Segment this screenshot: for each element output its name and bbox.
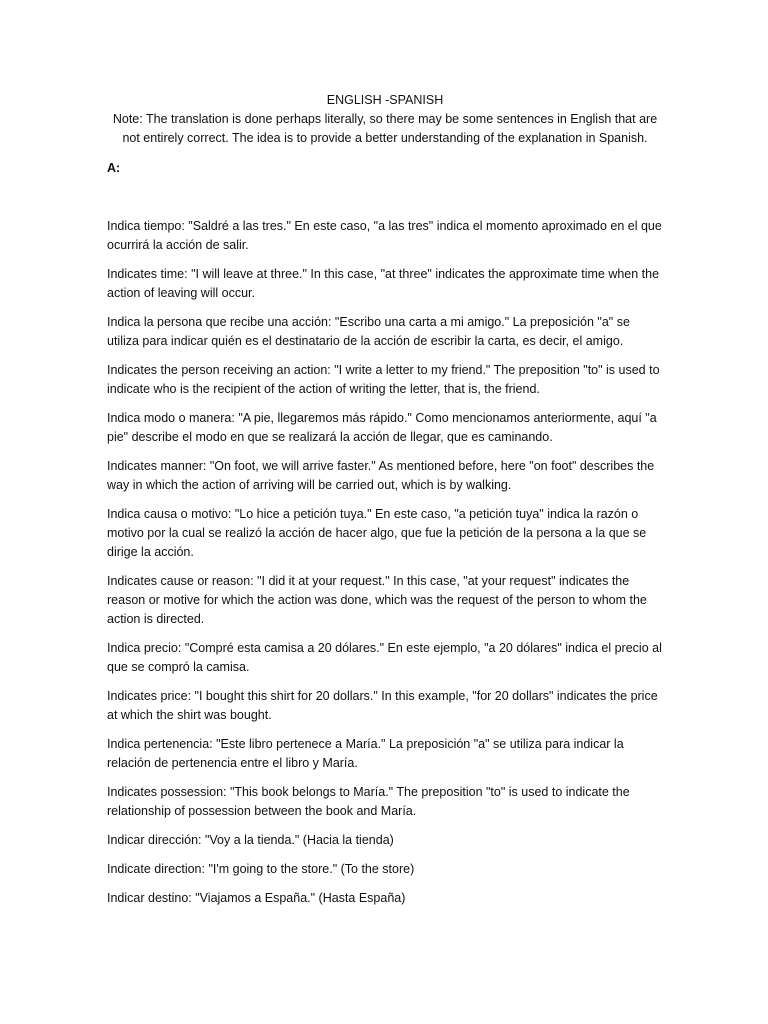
document-title: ENGLISH -SPANISH <box>326 93 444 107</box>
paragraph-manner-es: Indica modo o manera: "A pie, llegaremos más rápido." Como mencionamos anteriormente, aquí "a pie" describe el modo en que se realizará la acción de llegar, que es caminando. <box>107 411 657 444</box>
paragraph-price-en: Indicates price: "I bought this shirt for 20 dollars." In this example, "for 20 dollars" indicates the price at which the shirt was bought. <box>107 689 658 722</box>
paragraph-time-es: Indica tiempo: "Saldré a las tres." En este caso, "a las tres" indica el momento aproximado en el que ocurrirá la acción de salir. <box>107 219 662 252</box>
paragraph-direction-es: Indicar dirección: "Voy a la tienda." (Hacia la tienda) <box>107 833 394 847</box>
paragraph-possession-en: Indicates possession: "This book belongs to María." The preposition "to" is used to indicate the relationship of possession between the book and María. <box>107 785 630 818</box>
section-heading: A: <box>107 161 121 175</box>
paragraph-possession-es: Indica pertenencia: "Este libro pertenece a María." La preposición "a" se utiliza para indicar la relación de pertenencia entre el libro y María. <box>107 737 624 770</box>
paragraph-direction-en: Indicate direction: "I'm going to the store." (To the store) <box>107 862 415 876</box>
paragraph-recipient-es: Indica la persona que recibe una acción: "Escribo una carta a mi amigo." La preposición "a" se utiliza para indicar quién es el destinatario de la acción de escribir la carta, es decir, el amigo. <box>107 315 630 348</box>
paragraph-cause-es: Indica causa o motivo: "Lo hice a petición tuya." En este caso, "a petición tuya" indica la razón o motivo por la cual se realizó la acción de hacer algo, que fue la petición de la persona a la que se dirige la acción. <box>107 507 647 559</box>
paragraph-recipient-en: Indicates the person receiving an action: "I write a letter to my friend." The preposition "to" is used to indicate who is the recipient of the action of writing the letter, that is, the friend. <box>107 363 660 396</box>
paragraph-cause-en: Indicates cause or reason: "I did it at your request." In this case, "at your request" indicates the reason or motive for which the action was done, which was the request of the person to whom the action is directed. <box>107 574 647 626</box>
translation-note: Note: The translation is done perhaps literally, so there may be some sentences in English that are not entirely correct. The idea is to provide a better understanding of the explanation in Spanish. <box>112 112 658 145</box>
paragraph-destination-es: Indicar destino: "Viajamos a España." (Hasta España) <box>107 891 406 905</box>
paragraph-time-en: Indicates time: "I will leave at three." In this case, "at three" indicates the approximate time when the action of leaving will occur. <box>107 267 660 300</box>
paragraph-manner-en: Indicates manner: "On foot, we will arrive faster." As mentioned before, here "on foot" describes the way in which the action of arriving will be carried out, which is by walking. <box>107 459 655 492</box>
paragraph-price-es: Indica precio: "Compré esta camisa a 20 dólares." En este ejemplo, "a 20 dólares" indica el precio al que se compró la camisa. <box>107 641 662 674</box>
document-content <box>107 91 663 918</box>
